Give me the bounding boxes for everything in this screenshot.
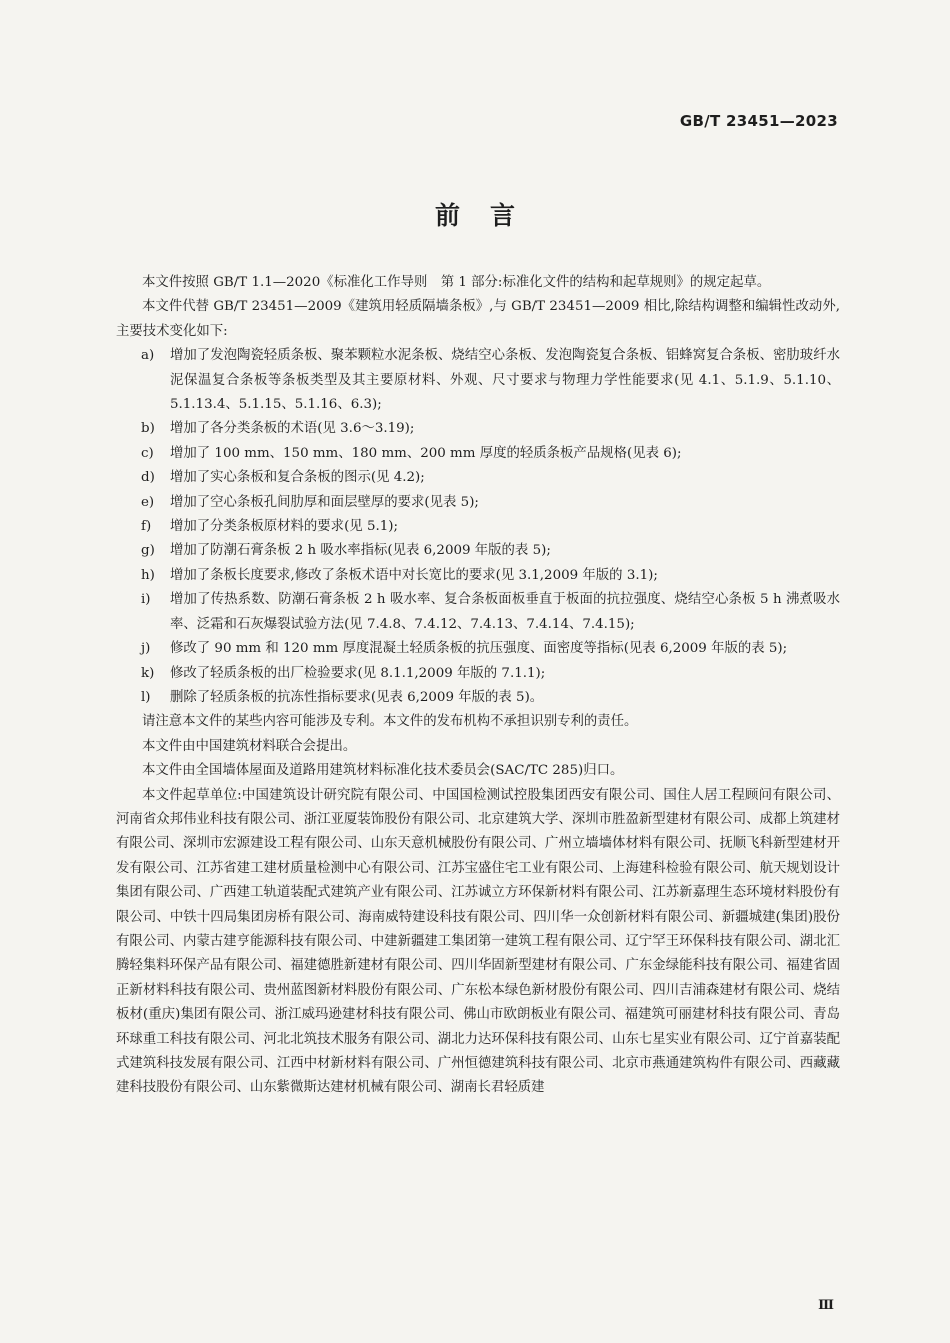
list-item-text: 增加了各分类条板的术语(见 3.6～3.19); xyxy=(170,421,415,437)
list-item-text: 增加了实心条板和复合条板的图示(见 4.2); xyxy=(170,470,425,486)
patent-notice: 请注意本文件的某些内容可能涉及专利。本文件的发布机构不承担识别专利的责任。 xyxy=(142,714,638,730)
list-item-label: a) xyxy=(141,348,155,364)
list-item-label: b) xyxy=(141,421,155,437)
list-item xyxy=(116,637,840,661)
list-item-text: 增加了条板长度要求,修改了条板术语中对长宽比的要求(见 3.1,2009 年版的 3.1); xyxy=(170,567,658,583)
list-item xyxy=(116,564,840,588)
list-item-text: 增加了传热系数、防潮石膏条板 2 h 吸水率、复合条板面板垂直于板面的抗拉强度、烧结空心条板 5 h 沸煮吸水率、泛霜和石灰爆裂试验方法(见 7.4.8、7.4.12、7.4.13、7.4.14、7.4.15); xyxy=(170,592,840,632)
intro-paragraph-2: 本文件代替 GB/T 23451—2009《建筑用轻质隔墙条板》,与 GB/T 23451—2009 相比,除结构调整和编辑性改动外,主要技术变化如下: xyxy=(116,299,840,339)
list-item-text: 增加了分类条板原材料的要求(见 5.1); xyxy=(170,519,398,535)
list-item-text: 删除了轻质条板的抗冻性指标要求(见表 6,2009 年版的表 5)。 xyxy=(170,689,544,705)
list-item-label: k) xyxy=(141,665,155,681)
page-number: Ⅲ xyxy=(818,1298,834,1313)
list-item-label: l) xyxy=(141,689,151,705)
list-item-label: j) xyxy=(141,641,151,657)
foreword-body xyxy=(116,271,840,1101)
list-item-text: 增加了防潮石膏条板 2 h 吸水率指标(见表 6,2009 年版的表 5); xyxy=(170,543,551,559)
list-item-text: 修改了 90 mm 和 120 mm 厚度混凝土轻质条板的抗压强度、面密度等指标(见表 6,2009 年版的表 5); xyxy=(170,641,788,657)
list-item xyxy=(116,686,840,710)
list-item xyxy=(116,662,840,686)
list-item xyxy=(116,442,840,466)
drafting-units-paragraph: 本文件起草单位:中国建筑设计研究院有限公司、中国国检测试控股集团西安有限公司、国住人居工程顾问有限公司、河南省众邦伟业科技有限公司、浙江亚厦装饰股份有限公司、北京建筑大学、深圳市胜盈新型建材有限公司、成都上筑建材有限公司、深圳市宏源建设工程有限公司、山东天意机械股份有限公司、广州立墙墙体材料有限公司、抚顺飞科新型建材开发有限公司、江苏省建工建材质量检测中心有限公司、江苏宝盛住宅工业有限公司、上海建科检验有限公司、航天规划设计集团有限公司、广西建工轨道装配式建筑产业有限公司、江苏诚立方环保新材料有限公司、江苏新嘉理生态环境材料股份有限公司、中铁十四局集团房桥有限公司、海南威特建设科技有限公司、四川华一众创新材料有限公司、新疆城建(集团)股份有限公司、内蒙古建亨能源科技有限公司、中建新疆建工集团第一建筑工程有限公司、辽宁罕王环保科技有限公司、湖北汇腾轻集料环保产品有限公司、福建德胜新建材有限公司、四川华固新型建材有限公司、广东金绿能科技有限公司、福建省固正新材料科技有限公司、贵州蓝图新材料股份有限公司、广东松本绿色新材股份有限公司、四川吉浦森建材有限公司、烧结板材(重庆)集团有限公司、浙江威玛逊建材科技有限公司、佛山市欧朗板业有限公司、福建筑可丽建材科技有限公司、青岛环球重工科技有限公司、河北北筑技术服务有限公司、湖北力达环保科技有限公司、山东七星实业有限公司、辽宁首嘉装配式建筑科技发展有限公司、江西中材新材料有限公司、广州恒德建筑科技有限公司、北京市燕通建筑构件有限公司、西藏藏建科技股份有限公司、山东紫微斯达建材机械有限公司、湖南长君轻质建 xyxy=(116,787,840,1096)
list-item xyxy=(116,466,840,490)
list-item-text: 增加了 100 mm、150 mm、180 mm、200 mm 厚度的轻质条板产品规格(见表 6); xyxy=(170,445,682,461)
list-item-text: 增加了发泡陶瓷轻质条板、聚苯颗粒水泥条板、烧结空心条板、发泡陶瓷复合条板、铝蜂窝复合条板、密肋玻纤水泥保温复合条板等条板类型及其主要原材料、外观、尺寸要求与物理力学性能要求(见 4.1、5.1.9、5.1.10、5.1.13.4、5.1.15、5.1.16、6.3); xyxy=(170,348,840,413)
list-item xyxy=(116,588,840,637)
list-item-label: c) xyxy=(141,445,154,461)
list-item xyxy=(116,539,840,563)
list-item xyxy=(116,344,840,417)
list-item xyxy=(116,515,840,539)
list-item-label: e) xyxy=(141,494,155,510)
committee-paragraph: 本文件由全国墙体屋面及道路用建筑材料标准化技术委员会(SAC/TC 285)归口。 xyxy=(142,763,624,779)
changes-list xyxy=(116,344,840,710)
standard-code: GB/T 23451—2023 xyxy=(679,112,838,130)
page-title: 前言 xyxy=(434,201,545,230)
list-item xyxy=(116,417,840,441)
list-item-label: i) xyxy=(141,592,151,608)
list-item-text: 修改了轻质条板的出厂检验要求(见 8.1.1,2009 年版的 7.1.1); xyxy=(170,665,546,681)
intro-paragraph-1: 本文件按照 GB/T 1.1—2020《标准化工作导则 第 1 部分:标准化文件的结构和起草规则》的规定起草。 xyxy=(142,275,771,290)
list-item xyxy=(116,491,840,515)
list-item-label: g) xyxy=(141,543,155,559)
proposer-paragraph: 本文件由中国建筑材料联合会提出。 xyxy=(142,738,357,754)
list-item-label: d) xyxy=(141,470,155,486)
list-item-text: 增加了空心条板孔间肋厚和面层壁厚的要求(见表 5); xyxy=(170,494,479,510)
list-item-label: f) xyxy=(141,519,152,535)
list-item-label: h) xyxy=(141,567,155,583)
